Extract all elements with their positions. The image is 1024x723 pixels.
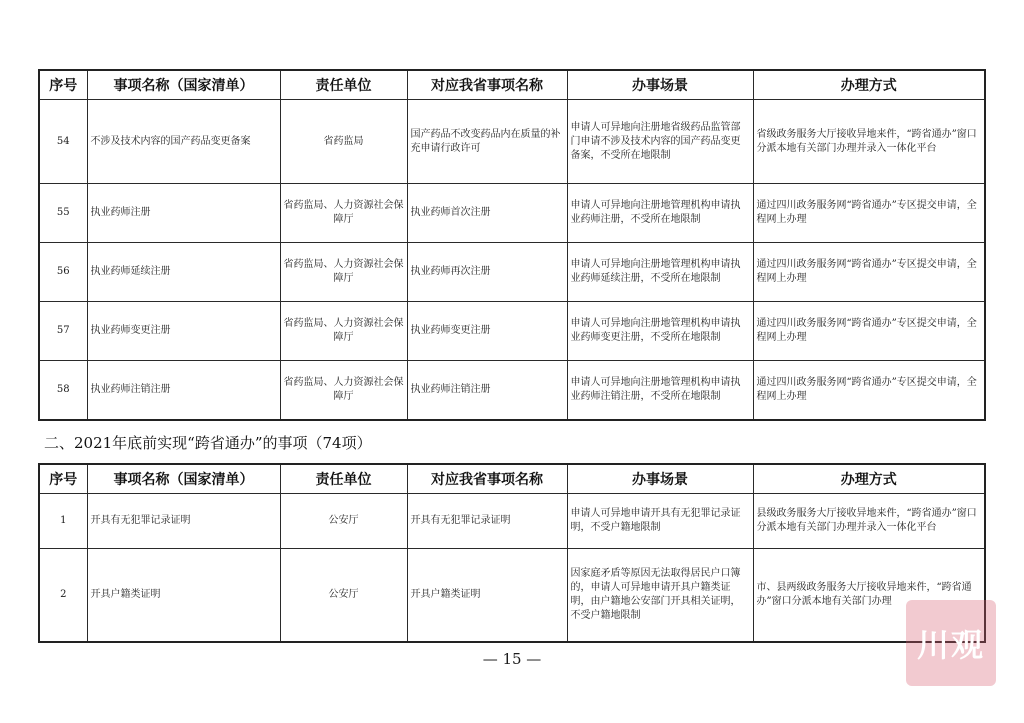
row-scenario: 申请人可异地向注册地省级药品监管部门申请不涉及技术内容的国产药品变更备案，不受所在地限制 [567, 100, 753, 184]
table-row [39, 494, 985, 549]
row-scenario: 申请人可异地申请开具有无犯罪记录证明，不受户籍地限制 [567, 494, 753, 549]
page-number: — 15 — [482, 650, 542, 668]
table-row [39, 361, 985, 421]
row-name: 不涉及技术内容的国产药品变更备案 [87, 100, 280, 184]
row-name: 执业药师变更注册 [87, 302, 280, 361]
row-no: 55 [39, 184, 87, 243]
table-header-row [39, 464, 985, 494]
row-province-item: 执业药师注销注册 [407, 361, 567, 421]
header-scenario: 办事场景 [567, 464, 753, 494]
matters-table-2 [38, 463, 986, 643]
row-method: 市、县两级政务服务大厅接收异地来件，“跨省通办”窗口分派本地有关部门办理 [753, 549, 985, 643]
header-scenario: 办事场景 [567, 70, 753, 100]
table-row [39, 184, 985, 243]
row-no: 56 [39, 243, 87, 302]
row-method: 通过四川政务服务网“跨省通办”专区提交申请，全程网上办理 [753, 184, 985, 243]
table-row [39, 243, 985, 302]
row-province-item: 执业药师首次注册 [407, 184, 567, 243]
row-name: 执业药师注册 [87, 184, 280, 243]
row-province-item: 执业药师变更注册 [407, 302, 567, 361]
section-heading: 二、2021年底前实现“跨省通办”的事项（74项） [44, 434, 372, 452]
row-province-item: 开具户籍类证明 [407, 549, 567, 643]
row-unit: 省药监局、人力资源社会保障厅 [280, 361, 407, 421]
header-province-item: 对应我省事项名称 [407, 464, 567, 494]
row-unit: 省药监局、人力资源社会保障厅 [280, 243, 407, 302]
row-scenario: 申请人可异地向注册地管理机构申请执业药师变更注册，不受所在地限制 [567, 302, 753, 361]
row-scenario: 因家庭矛盾等原因无法取得居民户口簿的，申请人可异地申请开具户籍类证明，由户籍地公安部门开具相关证明，不受户籍地限制 [567, 549, 753, 643]
row-no: 54 [39, 100, 87, 184]
row-name: 开具户籍类证明 [87, 549, 280, 643]
row-name: 开具有无犯罪记录证明 [87, 494, 280, 549]
row-name: 执业药师延续注册 [87, 243, 280, 302]
row-scenario: 申请人可异地向注册地管理机构申请执业药师注销注册，不受所在地限制 [567, 361, 753, 421]
row-no: 57 [39, 302, 87, 361]
row-no: 2 [39, 549, 87, 643]
matters-table-1 [38, 69, 986, 421]
row-province-item: 执业药师再次注册 [407, 243, 567, 302]
row-method: 省级政务服务大厅接收异地来件，“跨省通办”窗口分派本地有关部门办理并录入一体化平台 [753, 100, 985, 184]
table-row [39, 549, 985, 643]
header-name: 事项名称（国家清单） [87, 464, 280, 494]
row-no: 58 [39, 361, 87, 421]
header-name: 事项名称（国家清单） [87, 70, 280, 100]
header-no: 序号 [39, 70, 87, 100]
header-unit: 责任单位 [280, 70, 407, 100]
row-method: 通过四川政务服务网“跨省通办”专区提交申请，全程网上办理 [753, 243, 985, 302]
row-scenario: 申请人可异地向注册地管理机构申请执业药师延续注册，不受所在地限制 [567, 243, 753, 302]
row-unit: 公安厅 [280, 494, 407, 549]
row-unit: 省药监局、人力资源社会保障厅 [280, 184, 407, 243]
row-method: 县级政务服务大厅接收异地来件，“跨省通办”窗口分派本地有关部门办理并录入一体化平台 [753, 494, 985, 549]
table-row [39, 302, 985, 361]
row-method: 通过四川政务服务网“跨省通办”专区提交申请，全程网上办理 [753, 361, 985, 421]
chuanguan-watermark-logo: 川观 [906, 600, 996, 686]
row-province-item: 开具有无犯罪记录证明 [407, 494, 567, 549]
row-province-item: 国产药品不改变药品内在质量的补充申请行政许可 [407, 100, 567, 184]
row-method: 通过四川政务服务网“跨省通办”专区提交申请，全程网上办理 [753, 302, 985, 361]
row-no: 1 [39, 494, 87, 549]
header-method: 办理方式 [753, 464, 985, 494]
header-unit: 责任单位 [280, 464, 407, 494]
table-row [39, 100, 985, 184]
row-scenario: 申请人可异地向注册地管理机构申请执业药师注册，不受所在地限制 [567, 184, 753, 243]
row-unit: 省药监局 [280, 100, 407, 184]
table-header-row [39, 70, 985, 100]
header-province-item: 对应我省事项名称 [407, 70, 567, 100]
header-method: 办理方式 [753, 70, 985, 100]
row-unit: 省药监局、人力资源社会保障厅 [280, 302, 407, 361]
row-unit: 公安厅 [280, 549, 407, 643]
header-no: 序号 [39, 464, 87, 494]
row-name: 执业药师注销注册 [87, 361, 280, 421]
